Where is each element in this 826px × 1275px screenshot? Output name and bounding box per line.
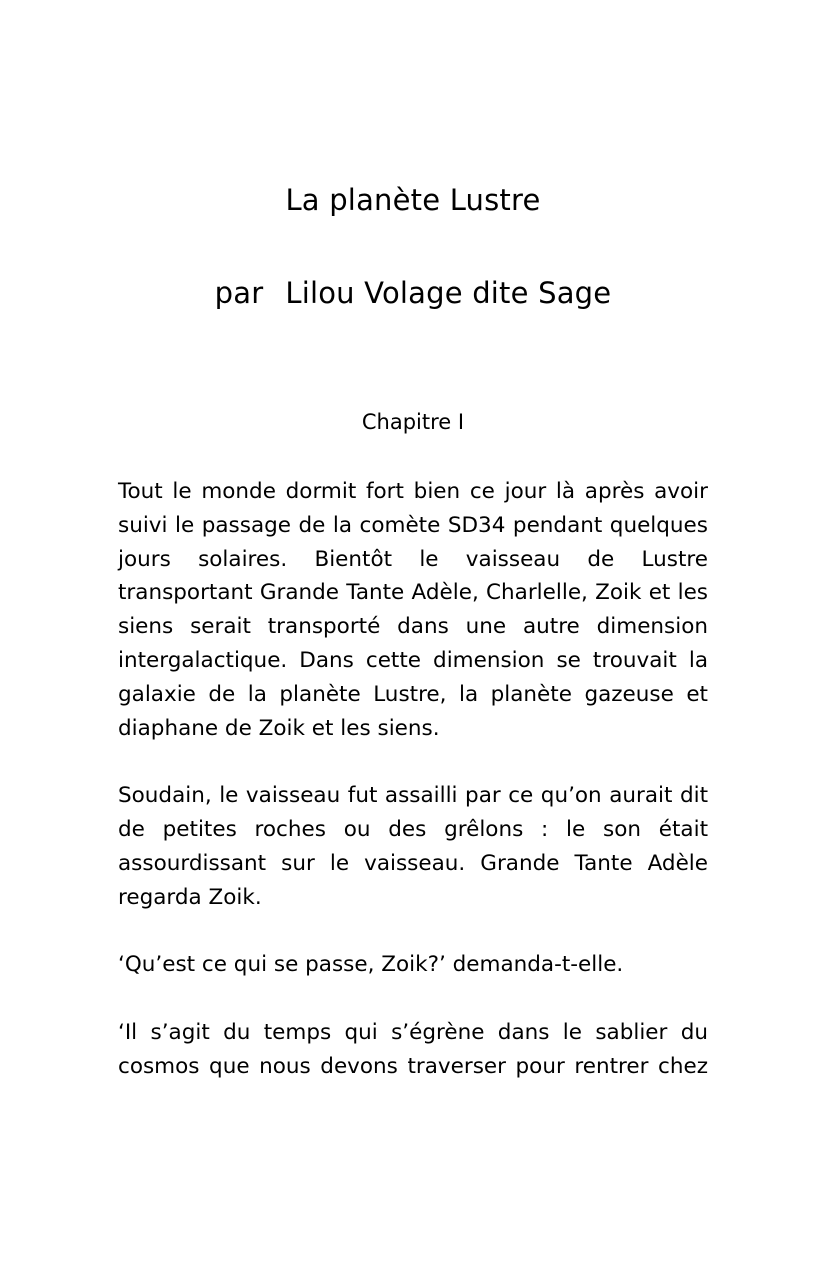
author-line — [0, 273, 826, 313]
paragraph: Tout le monde dormit fort bien ce jour là après avoir suivi le passage de la comète SD34 pendant quelques jours solaires. Bientôt le vaisseau de Lustre transportant Grande Tante Adèle, Charlelle, Zoik et les siens serait transporté dans une autre dimension intergalactique. Dans cette dimension se trouvait la galaxie de la planète Lustre, la planète gazeuse et diaphane de Zoik et les siens. — [118, 479, 708, 741]
by-word: par — [214, 276, 264, 310]
book-title: La planète Lustre — [285, 183, 541, 217]
paragraph: Soudain, le vaisseau fut assailli par ce qu’on aurait dit de petites roches ou des grêlons : le son était assourdissant sur le vaisseau. Grande Tante Adèle regarda Zoik. — [118, 783, 708, 910]
author-name: Lilou Volage dite Sage — [285, 276, 612, 310]
paragraph: ‘Qu’est ce qui se passe, Zoik?’ demanda-t-elle. — [118, 952, 624, 978]
chapter-heading: Chapitre I — [361, 410, 465, 434]
paragraph: ‘Il s’agit du temps qui s’égrène dans le sablier du cosmos que nous devons traverser pour rentrer chez — [118, 1019, 708, 1079]
chapter-body — [118, 475, 708, 1117]
